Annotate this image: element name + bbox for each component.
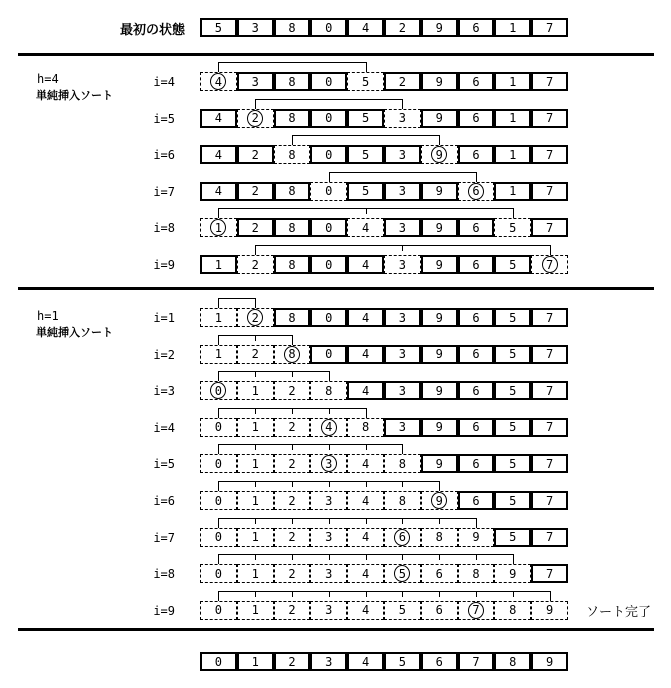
- array-cell: 0: [200, 528, 237, 547]
- comparison-bracket-end: [329, 371, 330, 381]
- array-cell: 6: [421, 652, 458, 671]
- comparison-bracket-tick: [329, 591, 330, 597]
- array-cell: 5: [494, 381, 531, 400]
- array-cell: [200, 72, 237, 91]
- array-cell: 9: [421, 218, 458, 237]
- comparison-bracket: [218, 444, 402, 445]
- array-cell: 2: [274, 564, 311, 583]
- circled-value: 2: [247, 110, 263, 127]
- array-cell: [274, 345, 311, 364]
- step-index-label: i=8: [153, 567, 175, 582]
- comparison-bracket-tick: [329, 481, 330, 487]
- step-index-label: i=5: [153, 457, 175, 472]
- array-cell: [310, 418, 347, 437]
- section-method-label: 単純挿入ソート: [36, 89, 113, 102]
- array-cell: 7: [531, 564, 568, 583]
- section-h-label: h=1: [37, 309, 59, 323]
- array-cell: 7: [531, 454, 568, 473]
- array-cell: 6: [458, 308, 495, 327]
- comparison-bracket-end: [218, 208, 219, 218]
- array-cell: 2: [384, 18, 421, 37]
- array-cell: 4: [347, 381, 384, 400]
- step-index-label: i=6: [153, 148, 175, 163]
- circled-value: 9: [431, 492, 447, 509]
- array-cell: [200, 218, 237, 237]
- section-divider: [18, 287, 654, 290]
- array-cell: 0: [200, 652, 237, 671]
- array-cell: 3: [384, 381, 421, 400]
- array-cell: 2: [237, 345, 274, 364]
- array-cell: 1: [494, 109, 531, 128]
- array-cell: 3: [384, 308, 421, 327]
- array-cell: 0: [310, 345, 347, 364]
- array-cell: 3: [384, 345, 421, 364]
- comparison-bracket-tick: [329, 408, 330, 414]
- comparison-bracket-tick: [255, 481, 256, 487]
- array-cell: [458, 601, 495, 620]
- array-cell: 1: [237, 528, 274, 547]
- step-index-label: i=2: [153, 347, 175, 362]
- step-index-label: i=9: [153, 603, 175, 618]
- array-cell: 5: [494, 255, 531, 274]
- comparison-bracket-tick: [292, 444, 293, 450]
- comparison-bracket: [218, 518, 476, 519]
- comparison-bracket-end: [218, 298, 219, 308]
- array-cell: 9: [531, 601, 568, 620]
- array-cell: 0: [200, 418, 237, 437]
- comparison-bracket-tick: [366, 518, 367, 524]
- array-cell: 0: [310, 109, 347, 128]
- array-cell: 6: [458, 72, 495, 91]
- array-cell: 4: [347, 652, 384, 671]
- comparison-bracket: [218, 62, 365, 63]
- array-cell: 7: [531, 182, 568, 201]
- comparison-bracket-tick: [476, 591, 477, 597]
- array-cell: 1: [494, 145, 531, 164]
- circled-value: 4: [321, 419, 337, 436]
- comparison-bracket-tick: [255, 518, 256, 524]
- comparison-bracket-tick: [329, 518, 330, 524]
- array-cell: 5: [494, 528, 531, 547]
- comparison-bracket-tick: [329, 554, 330, 560]
- comparison-bracket-end: [439, 481, 440, 491]
- array-cell: 8: [384, 491, 421, 510]
- array-cell: 4: [200, 109, 237, 128]
- comparison-bracket-tick: [366, 208, 367, 214]
- array-cell: 3: [384, 255, 421, 274]
- array-cell: 6: [458, 381, 495, 400]
- array-cell: 2: [384, 72, 421, 91]
- section-method-label: 単純挿入ソート: [36, 326, 113, 339]
- array-cell: 8: [384, 454, 421, 473]
- comparison-bracket: [255, 99, 402, 100]
- array-cell: 9: [421, 418, 458, 437]
- array-cell: 3: [310, 601, 347, 620]
- step-index-label: i=4: [153, 420, 175, 435]
- array-cell: 7: [531, 528, 568, 547]
- array-cell: 9: [421, 18, 458, 37]
- array-cell: 1: [237, 418, 274, 437]
- array-cell: 0: [310, 218, 347, 237]
- comparison-bracket: [218, 298, 255, 299]
- array-cell: 5: [384, 601, 421, 620]
- array-cell: 7: [458, 652, 495, 671]
- array-cell: 5: [494, 491, 531, 510]
- array-cell: 0: [310, 145, 347, 164]
- array-cell: 1: [237, 601, 274, 620]
- array-cell: 2: [274, 491, 311, 510]
- array-cell: 8: [274, 145, 311, 164]
- circled-value: 4: [210, 73, 226, 90]
- array-cell: 3: [310, 491, 347, 510]
- array-cell: 7: [531, 18, 568, 37]
- step-index-label: i=7: [153, 184, 175, 199]
- array-cell: 9: [421, 255, 458, 274]
- comparison-bracket-tick: [255, 444, 256, 450]
- comparison-bracket-tick: [402, 481, 403, 487]
- array-cell: 5: [347, 109, 384, 128]
- circled-value: 1: [210, 219, 226, 236]
- array-cell: 5: [347, 145, 384, 164]
- comparison-bracket-tick: [402, 591, 403, 597]
- comparison-bracket-end: [366, 62, 367, 72]
- array-cell: 1: [200, 345, 237, 364]
- array-cell: 8: [274, 18, 311, 37]
- array-cell: 5: [347, 72, 384, 91]
- array-cell: [310, 454, 347, 473]
- array-cell: 9: [421, 182, 458, 201]
- comparison-bracket-tick: [292, 518, 293, 524]
- array-cell: 3: [384, 218, 421, 237]
- comparison-bracket-tick: [255, 371, 256, 377]
- array-cell: 8: [274, 308, 311, 327]
- comparison-bracket-end: [218, 554, 219, 564]
- comparison-bracket-tick: [255, 408, 256, 414]
- array-cell: 0: [200, 564, 237, 583]
- comparison-bracket-tick: [292, 554, 293, 560]
- array-cell: 3: [384, 418, 421, 437]
- comparison-bracket-end: [218, 62, 219, 72]
- array-cell: 9: [531, 652, 568, 671]
- array-cell: 3: [384, 145, 421, 164]
- comparison-bracket-tick: [439, 554, 440, 560]
- comparison-bracket-end: [402, 99, 403, 109]
- step-index-label: i=9: [153, 258, 175, 272]
- step-index-label: i=3: [153, 384, 175, 399]
- array-cell: 7: [531, 345, 568, 364]
- comparison-bracket-end: [550, 245, 551, 255]
- array-cell: 2: [274, 381, 311, 400]
- comparison-bracket-end: [476, 172, 477, 182]
- array-cell: 2: [274, 652, 311, 671]
- array-cell: 3: [237, 18, 274, 37]
- array-cell: 5: [384, 652, 421, 671]
- comparison-bracket-end: [550, 591, 551, 601]
- array-cell: 5: [494, 454, 531, 473]
- array-cell: [421, 145, 458, 164]
- array-cell: 9: [421, 308, 458, 327]
- comparison-bracket-end: [218, 591, 219, 601]
- circled-value: 6: [468, 183, 484, 200]
- initial-state-label: 最初の状態: [119, 23, 185, 38]
- array-cell: 2: [274, 601, 311, 620]
- array-cell: 7: [531, 109, 568, 128]
- array-cell: 3: [384, 182, 421, 201]
- circled-value: 5: [394, 565, 410, 582]
- array-cell: 4: [347, 454, 384, 473]
- array-cell: 1: [237, 381, 274, 400]
- array-cell: [384, 564, 421, 583]
- array-cell: 6: [458, 255, 495, 274]
- array-cell: 8: [347, 418, 384, 437]
- array-cell: 2: [237, 182, 274, 201]
- circled-value: 6: [394, 529, 410, 546]
- array-cell: 8: [274, 182, 311, 201]
- comparison-bracket-tick: [292, 408, 293, 414]
- comparison-bracket-tick: [292, 591, 293, 597]
- array-cell: 5: [494, 308, 531, 327]
- array-cell: 6: [458, 345, 495, 364]
- array-cell: 4: [200, 145, 237, 164]
- array-cell: 5: [494, 345, 531, 364]
- comparison-bracket-end: [476, 518, 477, 528]
- array-cell: 9: [458, 528, 495, 547]
- circled-value: 2: [247, 309, 263, 326]
- array-cell: 7: [531, 381, 568, 400]
- circled-value: 3: [321, 455, 337, 472]
- circled-value: 7: [468, 602, 484, 619]
- array-cell: 1: [200, 255, 237, 274]
- array-cell: 4: [347, 345, 384, 364]
- array-cell: 1: [494, 72, 531, 91]
- comparison-bracket-tick: [255, 554, 256, 560]
- array-cell: 4: [347, 528, 384, 547]
- array-cell: [200, 381, 237, 400]
- array-cell: 5: [347, 182, 384, 201]
- step-index-label: i=4: [153, 75, 175, 89]
- array-cell: 4: [347, 308, 384, 327]
- comparison-bracket-tick: [329, 444, 330, 450]
- array-cell: 6: [458, 454, 495, 473]
- comparison-bracket-tick: [439, 518, 440, 524]
- comparison-bracket-end: [255, 99, 256, 109]
- comparison-bracket-tick: [439, 591, 440, 597]
- step-index-label: i=7: [153, 530, 175, 545]
- array-cell: 7: [531, 72, 568, 91]
- array-cell: 7: [531, 308, 568, 327]
- comparison-bracket: [218, 591, 549, 592]
- array-cell: 4: [200, 182, 237, 201]
- step-index-label: i=1: [153, 311, 175, 325]
- comparison-bracket-tick: [476, 554, 477, 560]
- array-cell: [458, 182, 495, 201]
- section-h-label: h=4: [37, 72, 59, 86]
- array-cell: 7: [531, 491, 568, 510]
- array-cell: 8: [274, 72, 311, 91]
- array-cell: 3: [310, 652, 347, 671]
- array-cell: 3: [237, 72, 274, 91]
- circled-value: 8: [284, 346, 300, 363]
- array-cell: 1: [494, 182, 531, 201]
- array-cell: 2: [274, 418, 311, 437]
- array-cell: 4: [347, 491, 384, 510]
- comparison-bracket: [329, 172, 476, 173]
- array-cell: 4: [347, 564, 384, 583]
- array-cell: 2: [237, 255, 274, 274]
- array-cell: 7: [531, 145, 568, 164]
- comparison-bracket-end: [513, 208, 514, 218]
- array-cell: 6: [458, 145, 495, 164]
- array-cell: 8: [274, 109, 311, 128]
- array-cell: 5: [494, 218, 531, 237]
- circled-value: 9: [431, 146, 447, 163]
- array-cell: 8: [494, 601, 531, 620]
- comparison-bracket-end: [292, 135, 293, 145]
- array-cell: 3: [310, 564, 347, 583]
- array-cell: 4: [347, 601, 384, 620]
- array-cell: 0: [310, 182, 347, 201]
- array-cell: 7: [531, 418, 568, 437]
- circled-value: 0: [210, 382, 226, 399]
- array-cell: 7: [531, 218, 568, 237]
- array-cell: 9: [421, 454, 458, 473]
- array-cell: 1: [237, 454, 274, 473]
- array-cell: 0: [310, 18, 347, 37]
- array-cell: 9: [421, 109, 458, 128]
- array-cell: 9: [494, 564, 531, 583]
- array-cell: 0: [310, 308, 347, 327]
- array-cell: 9: [421, 345, 458, 364]
- array-cell: 8: [421, 528, 458, 547]
- array-cell: 5: [494, 418, 531, 437]
- array-cell: 6: [458, 491, 495, 510]
- array-cell: 6: [458, 109, 495, 128]
- array-cell: [531, 255, 568, 274]
- array-cell: 1: [237, 564, 274, 583]
- comparison-bracket-end: [218, 408, 219, 418]
- array-cell: 8: [274, 255, 311, 274]
- array-cell: 4: [347, 18, 384, 37]
- array-cell: 3: [384, 109, 421, 128]
- array-cell: 1: [237, 652, 274, 671]
- comparison-bracket-end: [402, 444, 403, 454]
- comparison-bracket-tick: [292, 481, 293, 487]
- array-cell: [237, 109, 274, 128]
- array-cell: 6: [421, 564, 458, 583]
- circled-value: 7: [542, 256, 558, 273]
- array-cell: 3: [310, 528, 347, 547]
- array-cell: 8: [458, 564, 495, 583]
- step-index-label: i=8: [153, 221, 175, 236]
- section-divider: [18, 628, 654, 631]
- comparison-bracket-tick: [255, 335, 256, 341]
- comparison-bracket-tick: [366, 591, 367, 597]
- array-cell: 5: [200, 18, 237, 37]
- comparison-bracket-tick: [402, 554, 403, 560]
- comparison-bracket-tick: [255, 591, 256, 597]
- array-cell: 4: [347, 218, 384, 237]
- array-cell: 9: [421, 381, 458, 400]
- step-index-label: i=5: [153, 111, 175, 126]
- comparison-bracket-end: [255, 245, 256, 255]
- array-cell: 2: [274, 454, 311, 473]
- comparison-bracket-end: [218, 518, 219, 528]
- array-cell: 2: [274, 528, 311, 547]
- array-cell: 2: [237, 218, 274, 237]
- comparison-bracket-tick: [292, 371, 293, 377]
- array-cell: 4: [347, 255, 384, 274]
- array-cell: 6: [458, 218, 495, 237]
- comparison-bracket-end: [218, 371, 219, 381]
- array-cell: 0: [200, 454, 237, 473]
- comparison-bracket-tick: [366, 444, 367, 450]
- array-cell: 1: [237, 491, 274, 510]
- comparison-bracket-tick: [513, 591, 514, 597]
- comparison-bracket-end: [366, 408, 367, 418]
- array-cell: 0: [310, 72, 347, 91]
- array-cell: 8: [310, 381, 347, 400]
- array-cell: 1: [200, 308, 237, 327]
- comparison-bracket-end: [218, 335, 219, 345]
- section-divider: [18, 53, 654, 56]
- comparison-bracket-end: [329, 172, 330, 182]
- array-cell: 0: [200, 491, 237, 510]
- comparison-bracket-tick: [402, 245, 403, 251]
- array-cell: 0: [310, 255, 347, 274]
- array-cell: 1: [494, 18, 531, 37]
- comparison-bracket-tick: [366, 481, 367, 487]
- comparison-bracket-tick: [402, 518, 403, 524]
- array-cell: [384, 528, 421, 547]
- array-cell: 9: [421, 72, 458, 91]
- comparison-bracket-end: [218, 481, 219, 491]
- array-cell: 6: [458, 18, 495, 37]
- comparison-bracket-end: [292, 335, 293, 345]
- step-index-label: i=6: [153, 494, 175, 508]
- array-cell: 6: [421, 601, 458, 620]
- comparison-bracket-end: [218, 444, 219, 454]
- comparison-bracket-end: [513, 554, 514, 564]
- array-cell: 6: [458, 418, 495, 437]
- array-cell: [237, 308, 274, 327]
- array-cell: 8: [494, 652, 531, 671]
- array-cell: 8: [274, 218, 311, 237]
- sort-complete-label: ソート完了: [586, 605, 652, 620]
- array-cell: [421, 491, 458, 510]
- comparison-bracket: [292, 135, 439, 136]
- comparison-bracket-tick: [366, 554, 367, 560]
- comparison-bracket-end: [255, 298, 256, 308]
- comparison-bracket-end: [439, 135, 440, 145]
- comparison-bracket: [218, 371, 328, 372]
- array-cell: 2: [237, 145, 274, 164]
- array-cell: 0: [200, 601, 237, 620]
